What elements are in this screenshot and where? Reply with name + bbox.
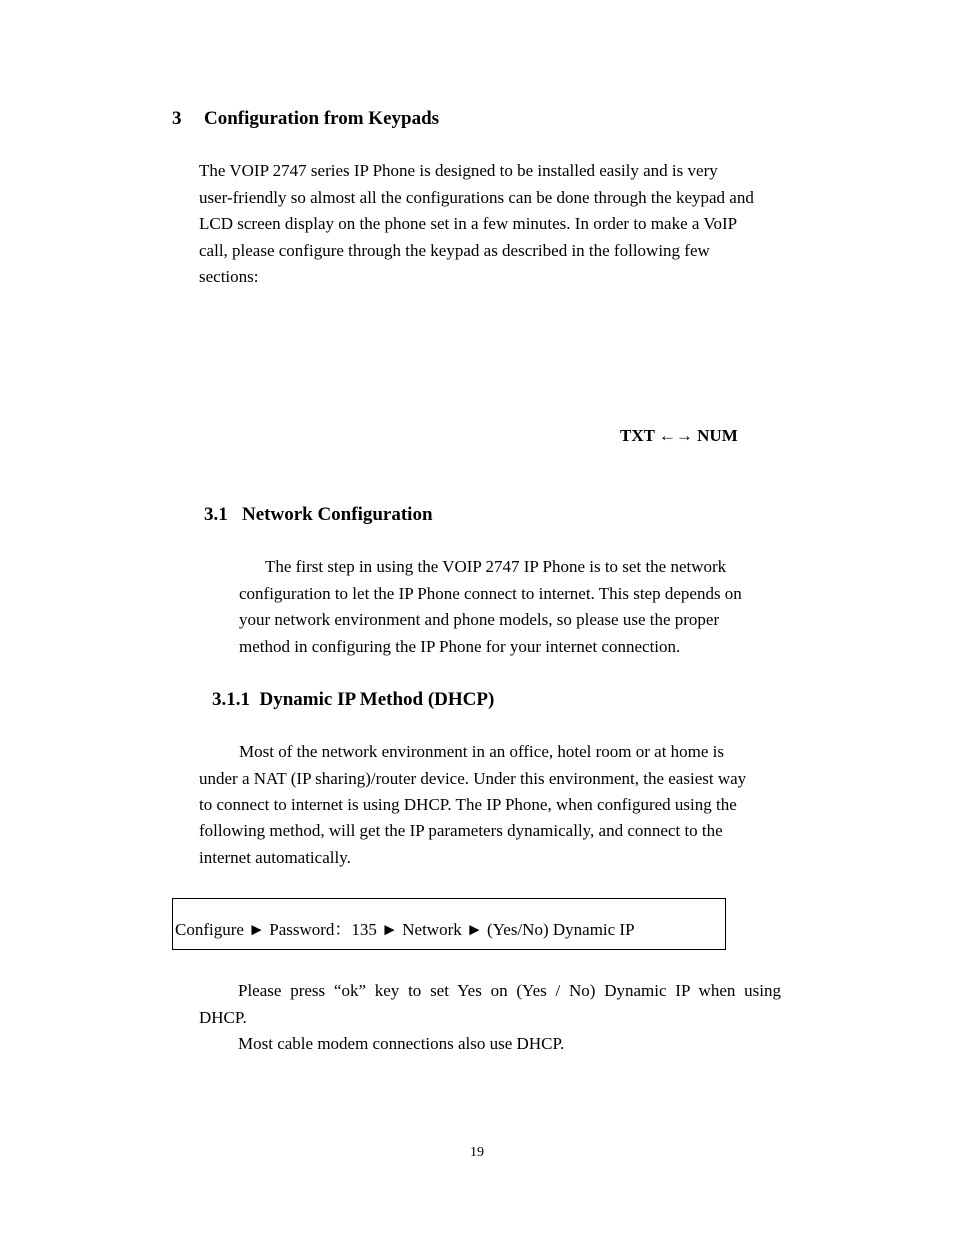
instruction-line-continued: DHCP.	[199, 1008, 247, 1027]
paragraph-line: configuration to let the IP Phone connect to internet. This step depends on	[239, 584, 742, 603]
cable-modem-note: Most cable modem connections also use DHCP.	[238, 1034, 565, 1053]
paragraph-line: call, please configure through the keypad as described in the following few	[199, 241, 710, 260]
paragraph-line: under a NAT (IP sharing)/router device. Under this environment, the easiest way	[199, 769, 747, 788]
paragraph-line: Most of the network environment in an office, hotel room or at home is	[239, 742, 725, 761]
paragraph-line: following method, will get the IP parameters dynamically, and connect to the	[199, 821, 723, 840]
paragraph-line: to connect to internet is using DHCP. The IP Phone, when configured using the	[199, 795, 737, 814]
page-number: 19	[470, 1145, 484, 1160]
subsection-heading: 3.1 Network Configuration	[204, 504, 433, 525]
section-title: Configuration from Keypads	[204, 108, 440, 129]
paragraph-line: The first step in using the VOIP 2747 IP Phone is to set the network	[265, 557, 727, 576]
subsubsection-heading: 3.1.1 Dynamic IP Method (DHCP)	[212, 689, 495, 710]
paragraph-line: sections:	[199, 267, 259, 286]
paragraph-line: LCD screen display on the phone set in a few minutes. In order to make a VoIP	[199, 214, 738, 233]
menu-path-text: Configure ► Password：135 ► Network ► (Yes/No) Dynamic IP	[175, 920, 635, 939]
instruction-line: Please press “ok” key to set Yes on (Yes / No) Dynamic IP when using	[238, 981, 781, 1000]
menu-path-box	[172, 898, 726, 950]
txt-num-label: TXT ←→ NUM	[620, 426, 738, 445]
paragraph-line: internet automatically.	[199, 848, 351, 867]
paragraph-line: your network environment and phone models, so please use the proper	[239, 610, 720, 629]
section-number: 3	[172, 108, 182, 129]
paragraph-line: The VOIP 2747 series IP Phone is designed to be installed easily and is very	[199, 161, 718, 180]
paragraph-line: user-friendly so almost all the configurations can be done through the keypad and	[199, 188, 754, 207]
paragraph-line: method in configuring the IP Phone for your internet connection.	[239, 637, 681, 656]
